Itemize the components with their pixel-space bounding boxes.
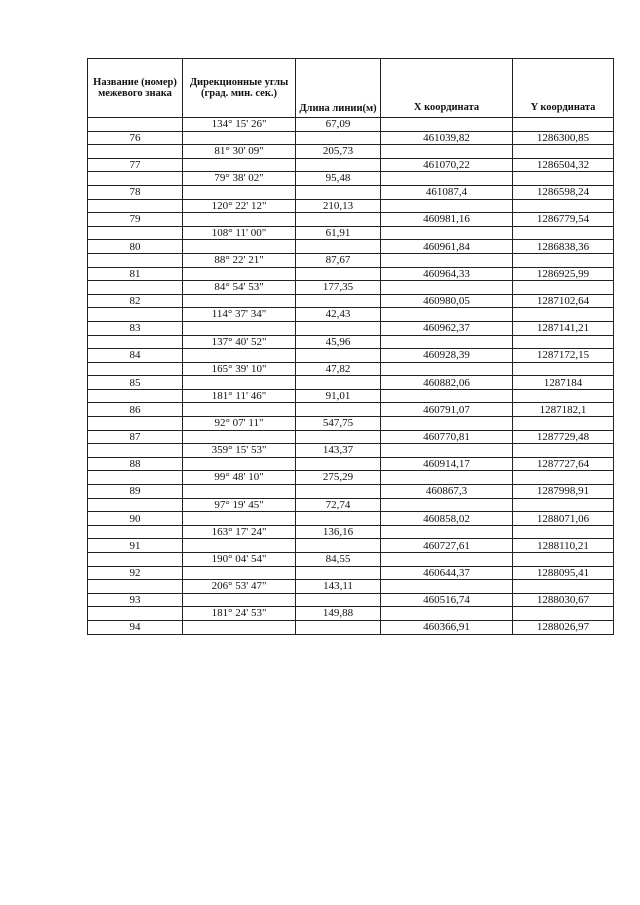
point-empty-angle <box>183 267 296 281</box>
segment-empty-x <box>381 444 513 458</box>
point-number-cell: 83 <box>88 321 183 335</box>
x-coordinate-cell: 460961,84 <box>381 240 513 254</box>
point-row <box>88 349 614 363</box>
point-empty-angle <box>183 620 296 634</box>
y-coordinate-cell: 1287141,21 <box>513 321 614 335</box>
point-empty-length <box>296 566 381 580</box>
point-number-cell: 84 <box>88 349 183 363</box>
point-row <box>88 185 614 199</box>
y-coordinate-cell: 1287727,64 <box>513 457 614 471</box>
x-coordinate-cell: 460858,02 <box>381 512 513 526</box>
header-point-name: Название (номер) межевого знака <box>88 59 183 118</box>
point-empty-angle <box>183 158 296 172</box>
x-coordinate-cell: 460914,17 <box>381 457 513 471</box>
segment-empty-x <box>381 172 513 186</box>
y-coordinate-cell: 1287998,91 <box>513 485 614 499</box>
y-coordinate-cell: 1288030,67 <box>513 593 614 607</box>
direction-angle-cell: 81° 30' 09" <box>183 145 296 159</box>
line-length-cell: 42,43 <box>296 308 381 322</box>
segment-empty-name <box>88 226 183 240</box>
point-empty-length <box>296 620 381 634</box>
x-coordinate-cell: 460770,81 <box>381 430 513 444</box>
line-length-cell: 275,29 <box>296 471 381 485</box>
point-empty-length <box>296 403 381 417</box>
point-number-cell: 82 <box>88 294 183 308</box>
segment-empty-y <box>513 199 614 213</box>
point-empty-length <box>296 321 381 335</box>
segment-row <box>88 281 614 295</box>
line-length-cell: 143,37 <box>296 444 381 458</box>
y-coordinate-cell: 1286504,32 <box>513 158 614 172</box>
point-number-cell: 91 <box>88 539 183 553</box>
table-body <box>88 118 614 635</box>
direction-angle-cell: 163° 17' 24" <box>183 525 296 539</box>
line-length-cell: 45,96 <box>296 335 381 349</box>
point-empty-length <box>296 267 381 281</box>
segment-empty-y <box>513 118 614 132</box>
segment-empty-name <box>88 281 183 295</box>
x-coordinate-cell: 460791,07 <box>381 403 513 417</box>
y-coordinate-cell: 1288110,21 <box>513 539 614 553</box>
point-row <box>88 240 614 254</box>
direction-angle-cell: 99° 48' 10" <box>183 471 296 485</box>
segment-empty-x <box>381 362 513 376</box>
x-coordinate-cell: 460980,05 <box>381 294 513 308</box>
line-length-cell: 72,74 <box>296 498 381 512</box>
point-empty-angle <box>183 376 296 390</box>
segment-empty-y <box>513 308 614 322</box>
segment-empty-x <box>381 118 513 132</box>
point-number-cell: 79 <box>88 213 183 227</box>
point-number-cell: 89 <box>88 485 183 499</box>
segment-empty-name <box>88 145 183 159</box>
line-length-cell: 205,73 <box>296 145 381 159</box>
line-length-cell: 210,13 <box>296 199 381 213</box>
line-length-cell: 84,55 <box>296 553 381 567</box>
header-y-coordinate: Y координата <box>513 59 614 118</box>
y-coordinate-cell: 1288026,97 <box>513 620 614 634</box>
direction-angle-cell: 92° 07' 11" <box>183 417 296 431</box>
x-coordinate-cell: 460727,61 <box>381 539 513 553</box>
segment-empty-name <box>88 253 183 267</box>
segment-empty-y <box>513 226 614 240</box>
segment-empty-name <box>88 199 183 213</box>
y-coordinate-cell: 1287172,15 <box>513 349 614 363</box>
segment-empty-y <box>513 553 614 567</box>
segment-row <box>88 335 614 349</box>
segment-empty-name <box>88 389 183 403</box>
segment-empty-x <box>381 145 513 159</box>
x-coordinate-cell: 460516,74 <box>381 593 513 607</box>
point-row <box>88 593 614 607</box>
x-coordinate-cell: 460962,37 <box>381 321 513 335</box>
point-row <box>88 457 614 471</box>
segment-empty-x <box>381 580 513 594</box>
point-empty-angle <box>183 321 296 335</box>
header-direction-angle: Дирекционные углы (град. мин. сек.) <box>183 59 296 118</box>
segment-empty-name <box>88 444 183 458</box>
point-empty-angle <box>183 430 296 444</box>
segment-empty-x <box>381 253 513 267</box>
segment-empty-x <box>381 281 513 295</box>
segment-empty-name <box>88 308 183 322</box>
point-row <box>88 512 614 526</box>
line-length-cell: 143,11 <box>296 580 381 594</box>
segment-empty-x <box>381 553 513 567</box>
line-length-cell: 136,16 <box>296 525 381 539</box>
point-number-cell: 86 <box>88 403 183 417</box>
point-empty-length <box>296 294 381 308</box>
segment-empty-name <box>88 335 183 349</box>
x-coordinate-cell: 460366,91 <box>381 620 513 634</box>
segment-row <box>88 253 614 267</box>
y-coordinate-cell: 1287182,1 <box>513 403 614 417</box>
direction-angle-cell: 206° 53' 47" <box>183 580 296 594</box>
y-coordinate-cell: 1287729,48 <box>513 430 614 444</box>
segment-empty-x <box>381 525 513 539</box>
segment-empty-y <box>513 498 614 512</box>
segment-empty-y <box>513 444 614 458</box>
segment-row <box>88 553 614 567</box>
y-coordinate-cell: 1286300,85 <box>513 131 614 145</box>
segment-empty-name <box>88 580 183 594</box>
point-number-cell: 93 <box>88 593 183 607</box>
point-number-cell: 77 <box>88 158 183 172</box>
line-length-cell: 47,82 <box>296 362 381 376</box>
segment-empty-name <box>88 553 183 567</box>
point-empty-length <box>296 593 381 607</box>
point-row <box>88 294 614 308</box>
segment-empty-name <box>88 607 183 621</box>
direction-angle-cell: 84° 54' 53" <box>183 281 296 295</box>
direction-angle-cell: 181° 11' 46" <box>183 389 296 403</box>
direction-angle-cell: 190° 04' 54" <box>183 553 296 567</box>
segment-row <box>88 145 614 159</box>
point-number-cell: 90 <box>88 512 183 526</box>
segment-empty-y <box>513 580 614 594</box>
header-x-coordinate: X координата <box>381 59 513 118</box>
segment-empty-x <box>381 335 513 349</box>
segment-row <box>88 580 614 594</box>
segment-row <box>88 471 614 485</box>
point-number-cell: 94 <box>88 620 183 634</box>
segment-empty-y <box>513 253 614 267</box>
point-empty-length <box>296 512 381 526</box>
x-coordinate-cell: 461087,4 <box>381 185 513 199</box>
point-number-cell: 92 <box>88 566 183 580</box>
segment-empty-y <box>513 335 614 349</box>
x-coordinate-cell: 460964,33 <box>381 267 513 281</box>
y-coordinate-cell: 1287102,64 <box>513 294 614 308</box>
point-number-cell: 87 <box>88 430 183 444</box>
point-empty-angle <box>183 349 296 363</box>
direction-angle-cell: 134° 15' 26" <box>183 118 296 132</box>
point-empty-angle <box>183 485 296 499</box>
point-row <box>88 485 614 499</box>
segment-empty-y <box>513 145 614 159</box>
y-coordinate-cell: 1288071,06 <box>513 512 614 526</box>
point-row <box>88 131 614 145</box>
boundary-coordinates-table <box>87 58 614 635</box>
point-empty-length <box>296 158 381 172</box>
segment-empty-y <box>513 607 614 621</box>
segment-empty-x <box>381 226 513 240</box>
y-coordinate-cell: 1288095,41 <box>513 566 614 580</box>
segment-empty-y <box>513 172 614 186</box>
direction-angle-cell: 108° 11' 00" <box>183 226 296 240</box>
segment-empty-name <box>88 525 183 539</box>
line-length-cell: 149,88 <box>296 607 381 621</box>
line-length-cell: 61,91 <box>296 226 381 240</box>
segment-row <box>88 226 614 240</box>
segment-row <box>88 498 614 512</box>
segment-empty-name <box>88 471 183 485</box>
segment-row <box>88 118 614 132</box>
direction-angle-cell: 359° 15' 53" <box>183 444 296 458</box>
point-row <box>88 566 614 580</box>
line-length-cell: 177,35 <box>296 281 381 295</box>
segment-empty-y <box>513 362 614 376</box>
x-coordinate-cell: 460867,3 <box>381 485 513 499</box>
direction-angle-cell: 165° 39' 10" <box>183 362 296 376</box>
point-empty-angle <box>183 131 296 145</box>
direction-angle-cell: 120° 22' 12" <box>183 199 296 213</box>
segment-row <box>88 172 614 186</box>
point-empty-angle <box>183 240 296 254</box>
point-empty-angle <box>183 403 296 417</box>
segment-row <box>88 199 614 213</box>
y-coordinate-cell: 1287184 <box>513 376 614 390</box>
x-coordinate-cell: 460882,06 <box>381 376 513 390</box>
line-length-cell: 547,75 <box>296 417 381 431</box>
point-empty-length <box>296 185 381 199</box>
y-coordinate-cell: 1286838,36 <box>513 240 614 254</box>
segment-empty-x <box>381 389 513 403</box>
line-length-cell: 87,67 <box>296 253 381 267</box>
line-length-cell: 95,48 <box>296 172 381 186</box>
segment-empty-name <box>88 118 183 132</box>
y-coordinate-cell: 1286925,99 <box>513 267 614 281</box>
segment-row <box>88 607 614 621</box>
segment-row <box>88 525 614 539</box>
point-empty-angle <box>183 539 296 553</box>
direction-angle-cell: 97° 19' 45" <box>183 498 296 512</box>
point-empty-angle <box>183 512 296 526</box>
point-empty-length <box>296 457 381 471</box>
point-empty-length <box>296 485 381 499</box>
point-number-cell: 76 <box>88 131 183 145</box>
point-row <box>88 539 614 553</box>
segment-empty-y <box>513 417 614 431</box>
point-empty-length <box>296 349 381 363</box>
point-row <box>88 430 614 444</box>
segment-empty-x <box>381 308 513 322</box>
point-empty-angle <box>183 593 296 607</box>
point-empty-angle <box>183 457 296 471</box>
point-row <box>88 376 614 390</box>
segment-row <box>88 362 614 376</box>
direction-angle-cell: 88° 22' 21" <box>183 253 296 267</box>
point-number-cell: 80 <box>88 240 183 254</box>
x-coordinate-cell: 461070,22 <box>381 158 513 172</box>
segment-empty-x <box>381 498 513 512</box>
header-line-length: Длина линии(м) <box>296 59 381 118</box>
point-empty-length <box>296 240 381 254</box>
point-number-cell: 78 <box>88 185 183 199</box>
x-coordinate-cell: 461039,82 <box>381 131 513 145</box>
point-empty-length <box>296 430 381 444</box>
point-empty-angle <box>183 213 296 227</box>
point-number-cell: 81 <box>88 267 183 281</box>
line-length-cell: 91,01 <box>296 389 381 403</box>
y-coordinate-cell: 1286598,24 <box>513 185 614 199</box>
direction-angle-cell: 114° 37' 34" <box>183 308 296 322</box>
point-empty-length <box>296 131 381 145</box>
point-empty-length <box>296 539 381 553</box>
x-coordinate-cell: 460644,37 <box>381 566 513 580</box>
segment-empty-name <box>88 417 183 431</box>
segment-empty-y <box>513 281 614 295</box>
segment-empty-name <box>88 498 183 512</box>
segment-row <box>88 444 614 458</box>
segment-row <box>88 308 614 322</box>
segment-empty-y <box>513 525 614 539</box>
segment-empty-y <box>513 389 614 403</box>
point-empty-angle <box>183 566 296 580</box>
segment-empty-x <box>381 417 513 431</box>
point-row <box>88 267 614 281</box>
point-empty-angle <box>183 294 296 308</box>
point-row <box>88 321 614 335</box>
x-coordinate-cell: 460928,39 <box>381 349 513 363</box>
segment-empty-name <box>88 362 183 376</box>
point-row <box>88 620 614 634</box>
point-number-cell: 88 <box>88 457 183 471</box>
segment-row <box>88 417 614 431</box>
point-empty-length <box>296 376 381 390</box>
direction-angle-cell: 137° 40' 52" <box>183 335 296 349</box>
segment-empty-x <box>381 607 513 621</box>
segment-empty-x <box>381 471 513 485</box>
point-empty-angle <box>183 185 296 199</box>
segment-empty-x <box>381 199 513 213</box>
point-row <box>88 213 614 227</box>
direction-angle-cell: 181° 24' 53" <box>183 607 296 621</box>
point-row <box>88 403 614 417</box>
line-length-cell: 67,09 <box>296 118 381 132</box>
direction-angle-cell: 79° 38' 02" <box>183 172 296 186</box>
segment-row <box>88 389 614 403</box>
point-number-cell: 85 <box>88 376 183 390</box>
segment-empty-y <box>513 471 614 485</box>
segment-empty-name <box>88 172 183 186</box>
y-coordinate-cell: 1286779,54 <box>513 213 614 227</box>
table-header <box>88 59 614 118</box>
point-row <box>88 158 614 172</box>
point-empty-length <box>296 213 381 227</box>
x-coordinate-cell: 460981,16 <box>381 213 513 227</box>
